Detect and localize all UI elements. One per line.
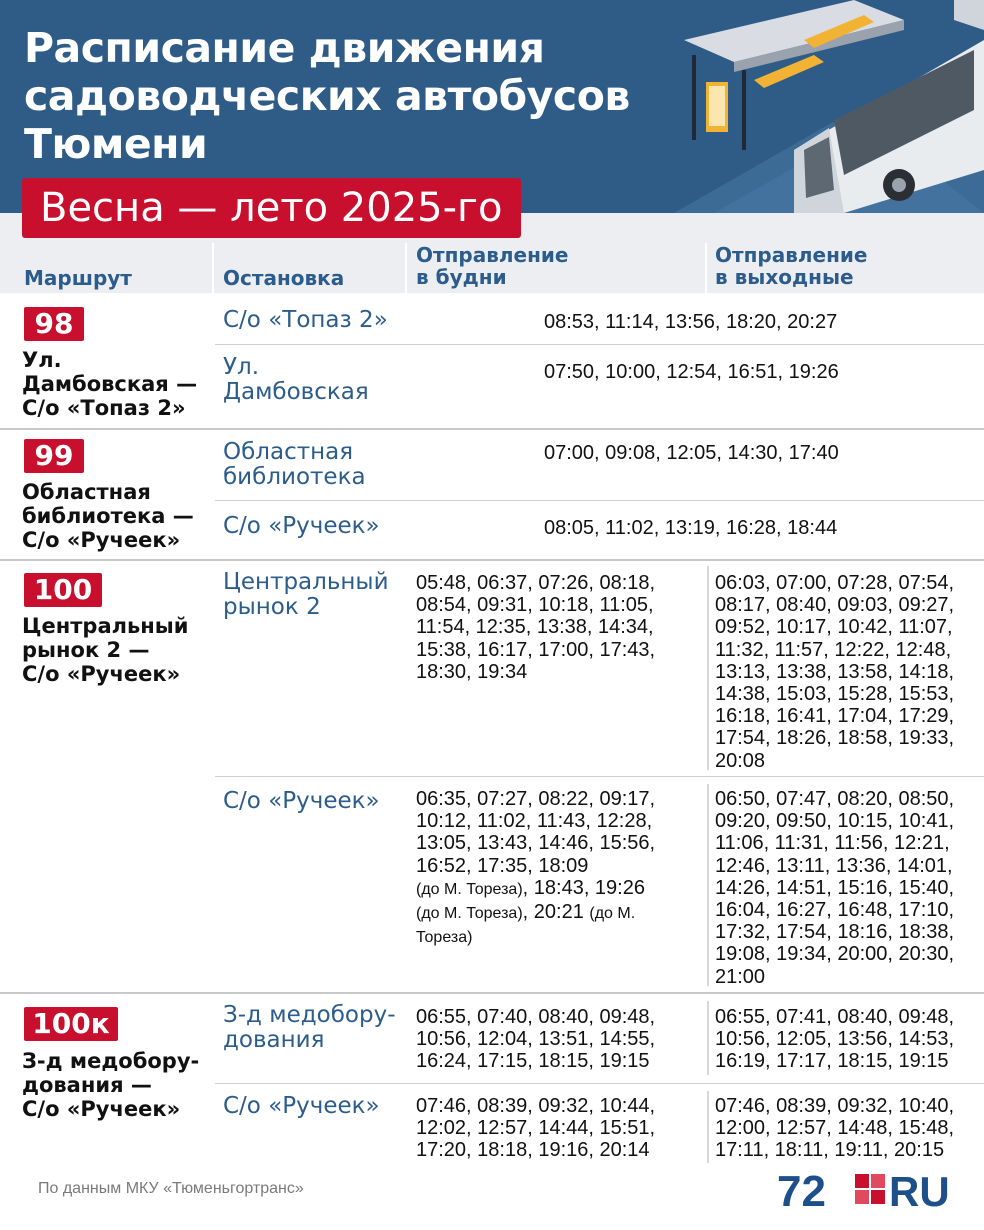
stop-name-line: Ул.: [223, 354, 260, 380]
departure-times-weekends: [715, 572, 954, 772]
times-line: 16:24, 17:15, 18:15, 19:15: [416, 1050, 650, 1073]
times-line: 13:13, 13:38, 13:58, 14:18,: [715, 660, 955, 683]
times-line: 06:55, 07:40, 08:40, 09:48,: [416, 1006, 656, 1028]
column-header-route: Маршрут: [24, 266, 132, 290]
times-line: 13:05, 13:43, 14:46, 15:56,: [416, 832, 656, 855]
stop-name-line: дования: [223, 1027, 325, 1053]
departure-times-weekends: [715, 1095, 954, 1162]
bus-stop-illustration: [654, 0, 984, 213]
times-line: 05:48, 06:37, 07:26, 08:18,: [416, 572, 656, 594]
route-name-line: рынок 2 —: [22, 638, 150, 662]
route-name: [22, 614, 188, 686]
stop-name: [223, 1094, 380, 1119]
72ru-logo: [777, 1166, 962, 1214]
times-line: 11:54, 12:35, 13:38, 14:34,: [416, 616, 654, 639]
column-header-weekends: [715, 244, 868, 288]
stop-name: [223, 308, 388, 333]
stop-name: [223, 789, 380, 814]
departure-times-all-days: 07:50, 10:00, 12:54, 16:51, 19:26: [544, 361, 839, 383]
route-name-line: Дамбовская —: [22, 372, 198, 396]
route-name-line: Ул.: [22, 348, 62, 372]
route-note: (до М.: [589, 905, 636, 923]
times-line: 10:56, 12:05, 13:56, 14:53,: [715, 1028, 955, 1051]
departure-times-all-days: 08:05, 11:02, 13:19, 16:28, 18:44: [544, 517, 838, 539]
times-line: 16:52, 17:35, 18:09: [416, 854, 589, 877]
route-name-line: С/о «Топаз 2»: [22, 396, 186, 420]
route-name-line: дования —: [22, 1073, 152, 1097]
stop-name: [223, 440, 366, 490]
times-line: 21:00: [715, 965, 766, 988]
row-divider: [215, 344, 984, 345]
times-line: 08:54, 09:31, 10:18, 11:05,: [416, 594, 654, 617]
times-line: [416, 877, 655, 901]
times-line: 11:06, 11:31, 11:56, 12:21,: [715, 832, 950, 855]
logo-number: 72: [777, 1167, 826, 1214]
route-number-badge: 100к: [24, 1007, 118, 1041]
route-name-line: З-д медобору-: [22, 1049, 200, 1073]
departure-times-weekdays: [416, 788, 655, 949]
route-name-line: Центральный: [22, 614, 189, 638]
column-divider: [405, 243, 407, 293]
times-line: 09:52, 10:17, 10:42, 11:07,: [715, 616, 953, 639]
route-name-line: С/о «Ручеек»: [22, 528, 181, 552]
route-name-line: библиотека —: [22, 504, 194, 528]
column-divider: [707, 566, 709, 770]
route-note: Тореза): [416, 929, 473, 947]
times-line: 10:56, 12:04, 13:51, 14:55,: [416, 1028, 656, 1051]
row-divider: [215, 776, 984, 777]
stop-name: [223, 1003, 396, 1053]
stop-name-line: Центральный: [223, 569, 389, 595]
route-name: [22, 480, 194, 552]
row-divider: [215, 500, 984, 501]
row-divider: [215, 1083, 984, 1084]
times-line: 07:46, 08:39, 09:32, 10:44,: [416, 1095, 656, 1117]
times-line: 06:55, 07:41, 08:40, 09:48,: [715, 1006, 955, 1028]
stop-name-line: Областная: [223, 439, 354, 465]
route-name-line: Областная: [22, 480, 151, 504]
stop-name: [223, 514, 380, 539]
times-line: 16:18, 16:41, 17:04, 17:29,: [715, 705, 955, 728]
times-line: 12:00, 12:57, 14:48, 15:48,: [715, 1117, 955, 1140]
times-fragment: , 20:21: [522, 901, 584, 924]
route-name-line: С/о «Ручеек»: [22, 662, 181, 686]
times-line: 12:46, 13:11, 13:36, 14:01,: [715, 854, 953, 877]
departure-times-weekdays: [416, 1006, 655, 1073]
times-line: 06:03, 07:00, 07:28, 07:54,: [715, 572, 955, 594]
stop-name-line: библиотека: [223, 464, 366, 490]
stop-name: [223, 570, 389, 620]
route-divider: [0, 428, 984, 430]
times-line: 07:46, 08:39, 09:32, 10:40,: [715, 1095, 955, 1117]
times-line: 09:20, 09:50, 10:15, 10:41,: [715, 810, 955, 833]
departure-times-all-days: 08:53, 11:14, 13:56, 18:20, 20:27: [544, 311, 838, 333]
times-line: 12:02, 12:57, 14:44, 15:51,: [416, 1117, 656, 1140]
route-name: [22, 1049, 199, 1121]
times-line: 18:30, 19:34: [416, 660, 528, 683]
times-line: 17:54, 18:26, 18:58, 19:33,: [715, 727, 955, 750]
times-line: 19:08, 19:34, 20:00, 20:30,: [715, 943, 955, 966]
departure-times-all-days: 07:00, 09:08, 12:05, 14:30, 17:40: [544, 442, 839, 464]
column-divider: [707, 784, 709, 986]
stop-name-line: С/о «Ручеек»: [223, 788, 380, 814]
column-divider: [707, 1001, 709, 1075]
column-header-line: Отправление: [715, 243, 868, 267]
stop-name-line: С/о «Ручеек»: [223, 513, 380, 539]
times-line: 10:12, 11:02, 11:43, 12:28,: [416, 810, 653, 833]
times-line: 17:11, 18:11, 19:11, 20:15: [715, 1139, 945, 1162]
times-fragment: , 18:43, 19:26: [522, 876, 645, 899]
times-line: 20:08: [715, 749, 766, 772]
stop-name-line: Дамбовская: [223, 379, 369, 405]
departure-times-weekdays: [416, 572, 655, 683]
times-line: [416, 901, 655, 925]
route-divider: [0, 559, 984, 561]
route-note: (до М. Тореза): [416, 880, 523, 898]
column-header-weekdays: [416, 244, 569, 288]
times-line: 08:17, 08:40, 09:03, 09:27,: [715, 594, 955, 617]
page-title: [24, 24, 630, 168]
title-line: Тюмени: [24, 120, 208, 168]
times-line: 15:38, 16:17, 17:00, 17:43,: [416, 638, 656, 661]
stop-name-line: С/о «Топаз 2»: [223, 307, 388, 333]
title-line: Расписание движения: [24, 24, 545, 72]
route-divider: [0, 992, 984, 994]
times-line: 16:04, 16:27, 16:48, 17:10,: [715, 899, 955, 922]
times-line: 17:32, 17:54, 18:16, 18:38,: [715, 921, 955, 944]
column-header-line: Отправление: [416, 243, 569, 267]
departure-times-weekends: [715, 1006, 954, 1073]
departure-times-weekends: [715, 788, 954, 988]
stop-name-line: З-д медобору-: [223, 1002, 396, 1028]
times-line: 11:32, 11:57, 12:22, 12:48,: [715, 638, 952, 661]
column-header-stop: Остановка: [223, 266, 345, 290]
route-name-line: С/о «Ручеек»: [22, 1097, 181, 1121]
times-line: 06:50, 07:47, 08:20, 08:50,: [715, 788, 955, 810]
route-name: [22, 348, 197, 420]
times-line: 14:26, 14:51, 15:16, 15:40,: [715, 876, 955, 899]
logo-text: RU: [889, 1168, 950, 1214]
title-line: садоводческих автобусов: [24, 72, 630, 120]
column-divider: [212, 243, 214, 293]
season-badge: Весна — лето 2025-го: [22, 178, 521, 238]
stop-name-line: рынок 2: [223, 594, 321, 620]
times-line: 16:19, 17:17, 18:15, 19:15: [715, 1050, 949, 1073]
column-divider: [707, 1091, 709, 1163]
stop-name: [223, 355, 369, 405]
stop-name-line: С/о «Ручеек»: [223, 1093, 380, 1119]
column-divider: [705, 243, 707, 293]
times-line: [416, 925, 655, 949]
route-note: (до М. Тореза): [416, 905, 523, 923]
route-number-badge: 99: [24, 439, 84, 473]
route-number-badge: 98: [24, 307, 84, 341]
departure-times-weekdays: [416, 1095, 655, 1162]
column-header-line: в будни: [416, 265, 507, 289]
times-line: 14:38, 15:03, 15:28, 15:53,: [715, 683, 955, 706]
route-number-badge: 100: [24, 573, 102, 607]
source-note: По данным МКУ «Тюменьгортранс»: [38, 1180, 304, 1197]
times-line: 06:35, 07:27, 08:22, 09:17,: [416, 788, 656, 810]
column-header-line: в выходные: [715, 265, 854, 289]
times-line: 17:20, 18:18, 19:16, 20:14: [416, 1139, 650, 1162]
